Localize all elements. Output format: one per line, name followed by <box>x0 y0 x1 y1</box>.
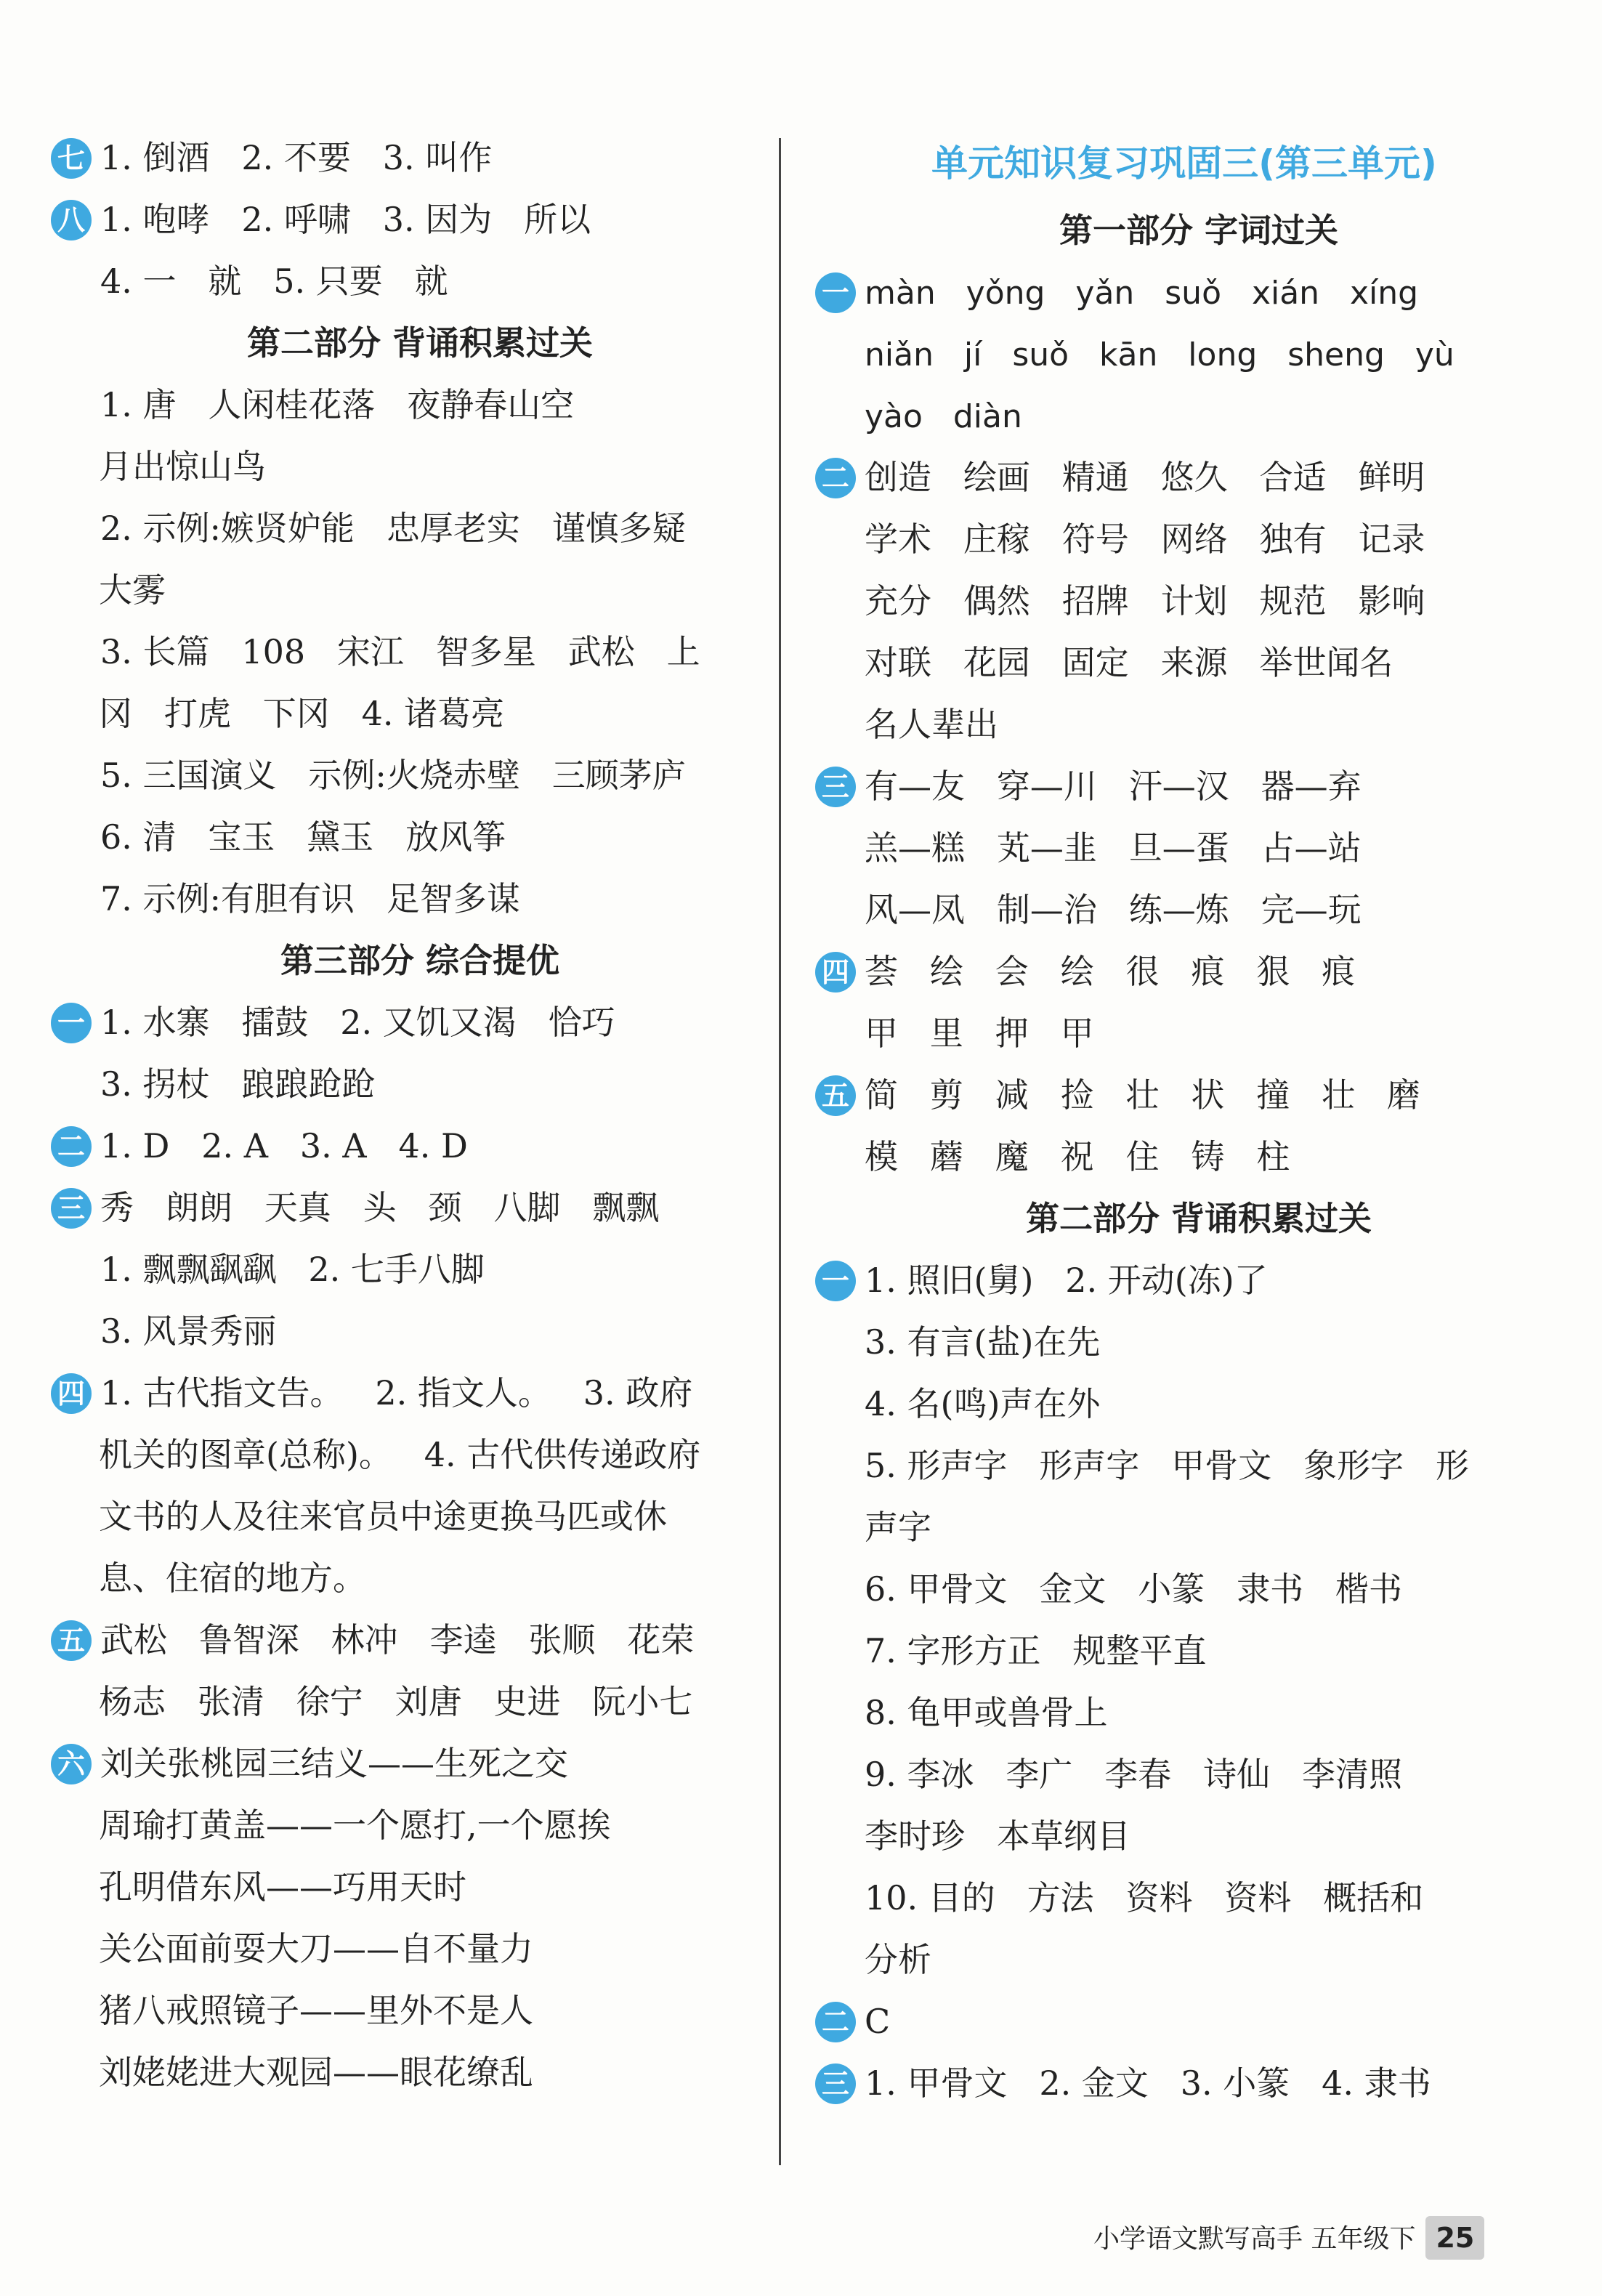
answer-line <box>806 1064 1562 1126</box>
question-number-badge: 一 <box>815 1261 856 1301</box>
answer-line <box>806 941 1562 1003</box>
section-heading: 第二部分 背诵积累过关 <box>246 323 593 363</box>
answer-text: 10. 目的 方法 资料 资料 概括和 <box>865 1878 1424 1917</box>
answer-line <box>42 559 769 621</box>
answer-text: 甲 里 押 甲 <box>865 1014 1094 1053</box>
column-divider <box>779 138 781 2165</box>
answer-line <box>806 1250 1562 1311</box>
answer-line <box>806 694 1562 756</box>
answer-line <box>42 1918 769 1980</box>
answer-line <box>42 2042 769 2103</box>
book-title: 小学语文默写高手 五年级下 <box>1093 2224 1416 2254</box>
answer-text: 2. 示例:嫉贤妒能 忠厚老实 谨慎多疑 <box>100 509 686 548</box>
answer-line <box>42 1609 769 1671</box>
answer-text: 猪八戒照镜子——里外不是人 <box>99 1991 533 2030</box>
answer-text: 武松 鲁智深 林冲 李逵 张顺 花荣 <box>100 1620 695 1660</box>
answer-line <box>42 1486 769 1548</box>
answer-line <box>806 1991 1562 2053</box>
answer-text: 7. 示例:有胆有识 足智多谋 <box>100 879 520 918</box>
question-number-badge: 七 <box>51 138 92 179</box>
answer-text: 分析 <box>865 1940 931 1979</box>
question-number-badge: 一 <box>51 1003 92 1043</box>
answer-line <box>806 447 1562 509</box>
answer-text: 大雾 <box>99 570 166 610</box>
answer-line <box>806 1682 1562 1744</box>
answer-text: 4. 名(鸣)声在外 <box>865 1384 1101 1423</box>
answer-text: 机关的图章(总称)。 4. 古代供传递政府 <box>99 1435 701 1474</box>
answer-line <box>806 1435 1562 1497</box>
answer-text: 7. 字形方正 规整平直 <box>865 1631 1207 1670</box>
answer-text: 对联 花园 固定 来源 举世闻名 <box>865 643 1393 682</box>
answer-text: 8. 龟甲或兽骨上 <box>865 1693 1108 1732</box>
answer-line <box>42 1115 769 1177</box>
answer-text: 羔—糕 芄—韭 旦—蛋 占—站 <box>865 828 1362 868</box>
page-number: 25 <box>1425 2216 1484 2260</box>
answer-text: 刘姥姥进大观园——眼花缭乱 <box>99 2053 533 2092</box>
answer-line <box>806 632 1562 694</box>
answer-line <box>42 1424 769 1486</box>
answer-text: 9. 李冰 李广 李春 诗仙 李清照 <box>865 1755 1402 1794</box>
answer-text: 1. 飘飘飖飖 2. 七手八脚 <box>100 1250 485 1289</box>
answer-text: yào diàn <box>865 398 1022 435</box>
question-number-badge: 二 <box>51 1126 92 1167</box>
answer-text: màn yǒng yǎn suǒ xián xíng <box>865 275 1419 312</box>
question-number-badge: 五 <box>51 1620 92 1661</box>
answer-line <box>42 683 769 745</box>
answer-text: 3. 拐杖 踉踉跄跄 <box>100 1064 376 1104</box>
answer-text: 1. 照旧(舅) 2. 开动(冻)了 <box>865 1261 1268 1300</box>
answer-text: 1. 水寨 擂鼓 2. 又饥又渴 恰巧 <box>100 1003 615 1042</box>
answer-text: 荟 绘 会 绘 很 痕 狠 痕 <box>865 952 1356 991</box>
answer-line <box>42 1362 769 1424</box>
answer-text: 有—友 穿—川 汗—汉 器—弃 <box>865 767 1362 806</box>
question-number-badge: 六 <box>51 1744 92 1784</box>
answer-text: 5. 形声字 形声字 甲骨文 象形字 形 <box>865 1446 1469 1485</box>
answer-line <box>806 1929 1562 1991</box>
answer-line <box>806 1311 1562 1373</box>
answer-text: 3. 有言(盐)在先 <box>865 1322 1101 1362</box>
answer-line <box>42 1301 769 1362</box>
answer-line <box>806 1497 1562 1559</box>
answer-text: 1. D 2. A 3. A 4. D <box>100 1126 468 1165</box>
answer-line <box>806 509 1562 570</box>
answer-line <box>806 1744 1562 1806</box>
answer-text: 5. 三国演义 示例:火烧赤壁 三顾茅庐 <box>100 756 686 795</box>
answer-text: 模 蘑 魔 祝 住 铸 柱 <box>865 1137 1290 1176</box>
answer-line <box>42 868 769 930</box>
answer-text: 1. 咆哮 2. 呼啸 3. 因为 所以 <box>100 200 591 239</box>
answer-text: 简 剪 减 捡 壮 状 撞 壮 磨 <box>865 1075 1420 1115</box>
question-number-badge: 三 <box>51 1188 92 1229</box>
answer-text: 3. 长篇 108 宋江 智多星 武松 上 <box>100 632 700 671</box>
answer-text: 1. 甲骨文 2. 金文 3. 小篆 4. 隶书 <box>865 2063 1431 2103</box>
answer-text: 月出惊山鸟 <box>99 447 266 486</box>
answer-line <box>806 1559 1562 1620</box>
answer-text: 名人辈出 <box>865 705 998 744</box>
question-number-badge: 八 <box>51 200 92 240</box>
question-number-badge: 四 <box>815 952 856 993</box>
section-heading: 第二部分 背诵积累过关 <box>1025 1199 1372 1238</box>
answer-text: 风—凤 制—治 练—炼 完—玩 <box>865 890 1362 929</box>
answer-line <box>42 1239 769 1301</box>
answer-line <box>806 1126 1562 1188</box>
answer-text: 息、住宿的地方。 <box>99 1559 366 1598</box>
answer-line <box>42 127 769 189</box>
answer-line <box>806 323 1562 385</box>
answer-text: 6. 清 宝玉 黛玉 放风筝 <box>100 817 506 857</box>
answer-line <box>806 262 1562 323</box>
answer-text: 杨志 张清 徐宁 刘唐 史进 阮小七 <box>99 1682 693 1721</box>
answer-text: 冈 打虎 下冈 4. 诸葛亮 <box>99 694 505 733</box>
section-heading: 第三部分 综合提优 <box>280 941 559 980</box>
answer-text: 1. 古代指文告。 2. 指文人。 3. 政府 <box>100 1373 693 1412</box>
answer-text: 创造 绘画 精通 悠久 合适 鲜明 <box>865 458 1425 497</box>
answer-text: 关公面前耍大刀——自不量力 <box>99 1929 533 1968</box>
answer-line <box>42 374 769 436</box>
answer-text: 学术 庄稼 符号 网络 独有 记录 <box>865 520 1425 559</box>
answer-line <box>42 621 769 683</box>
answer-line <box>806 1806 1562 1867</box>
answer-line <box>806 817 1562 879</box>
question-number-badge: 二 <box>815 458 856 498</box>
answer-text: 刘关张桃园三结义——生死之交 <box>100 1744 568 1783</box>
answer-line <box>806 1867 1562 1929</box>
unit-title: 单元知识复习巩固三(第三单元) <box>931 142 1437 185</box>
answer-line <box>42 1054 769 1115</box>
answer-text: 文书的人及往来官员中途更换马匹或休 <box>99 1497 667 1536</box>
answer-text: niǎn jí suǒ kān long sheng yù <box>865 336 1455 373</box>
answer-line <box>806 756 1562 817</box>
answer-line <box>806 2053 1562 2114</box>
left-column <box>42 127 769 2103</box>
answer-line <box>42 992 769 1054</box>
question-number-badge: 五 <box>815 1075 856 1116</box>
answer-text: 4. 一 就 5. 只要 就 <box>100 262 448 301</box>
answer-text: 周瑜打黄盖——一个愿打,一个愿挨 <box>99 1806 611 1845</box>
answer-line <box>42 745 769 807</box>
answer-line <box>806 570 1562 632</box>
answer-line <box>806 1620 1562 1682</box>
answer-line <box>42 1856 769 1918</box>
answer-text: 1. 倒酒 2. 不要 3. 叫作 <box>100 138 493 177</box>
question-number-badge: 四 <box>51 1373 92 1414</box>
answer-text: 声字 <box>865 1508 931 1547</box>
answer-line <box>806 385 1562 447</box>
answer-line <box>42 189 769 251</box>
right-lines <box>806 200 1562 2114</box>
answer-line <box>42 807 769 868</box>
question-number-badge: 三 <box>815 2063 856 2104</box>
answer-line <box>806 1373 1562 1435</box>
answer-text: 孔明借东风——巧用天时 <box>99 1867 466 1907</box>
answer-text: 1. 唐 人闲桂花落 夜静春山空 <box>100 385 575 424</box>
answer-line <box>42 1980 769 2042</box>
answer-line <box>42 251 769 312</box>
section-heading: 第一部分 字词过关 <box>1059 211 1338 250</box>
page-footer <box>1093 2216 1484 2260</box>
answer-text: 3. 风景秀丽 <box>100 1311 277 1351</box>
right-column <box>806 127 1562 2114</box>
question-number-badge: 三 <box>815 767 856 807</box>
question-number-badge: 一 <box>815 272 856 313</box>
answer-line <box>806 879 1562 941</box>
answer-line <box>42 436 769 498</box>
answer-text: 6. 甲骨文 金文 小篆 隶书 楷书 <box>865 1569 1402 1609</box>
answer-line <box>42 498 769 559</box>
answer-text: 充分 偶然 招牌 计划 规范 影响 <box>865 581 1425 621</box>
answer-text: 李时珍 本草纲目 <box>865 1816 1130 1856</box>
answer-line <box>42 1671 769 1733</box>
answer-text: C <box>865 2002 891 2041</box>
answer-line <box>42 1733 769 1795</box>
answer-text: 秀 朗朗 天真 头 颈 八脚 飘飘 <box>100 1188 660 1227</box>
answer-line <box>42 1548 769 1609</box>
answer-line <box>42 1177 769 1239</box>
question-number-badge: 二 <box>815 2002 856 2042</box>
answer-line <box>42 1795 769 1856</box>
answer-line <box>806 1003 1562 1064</box>
